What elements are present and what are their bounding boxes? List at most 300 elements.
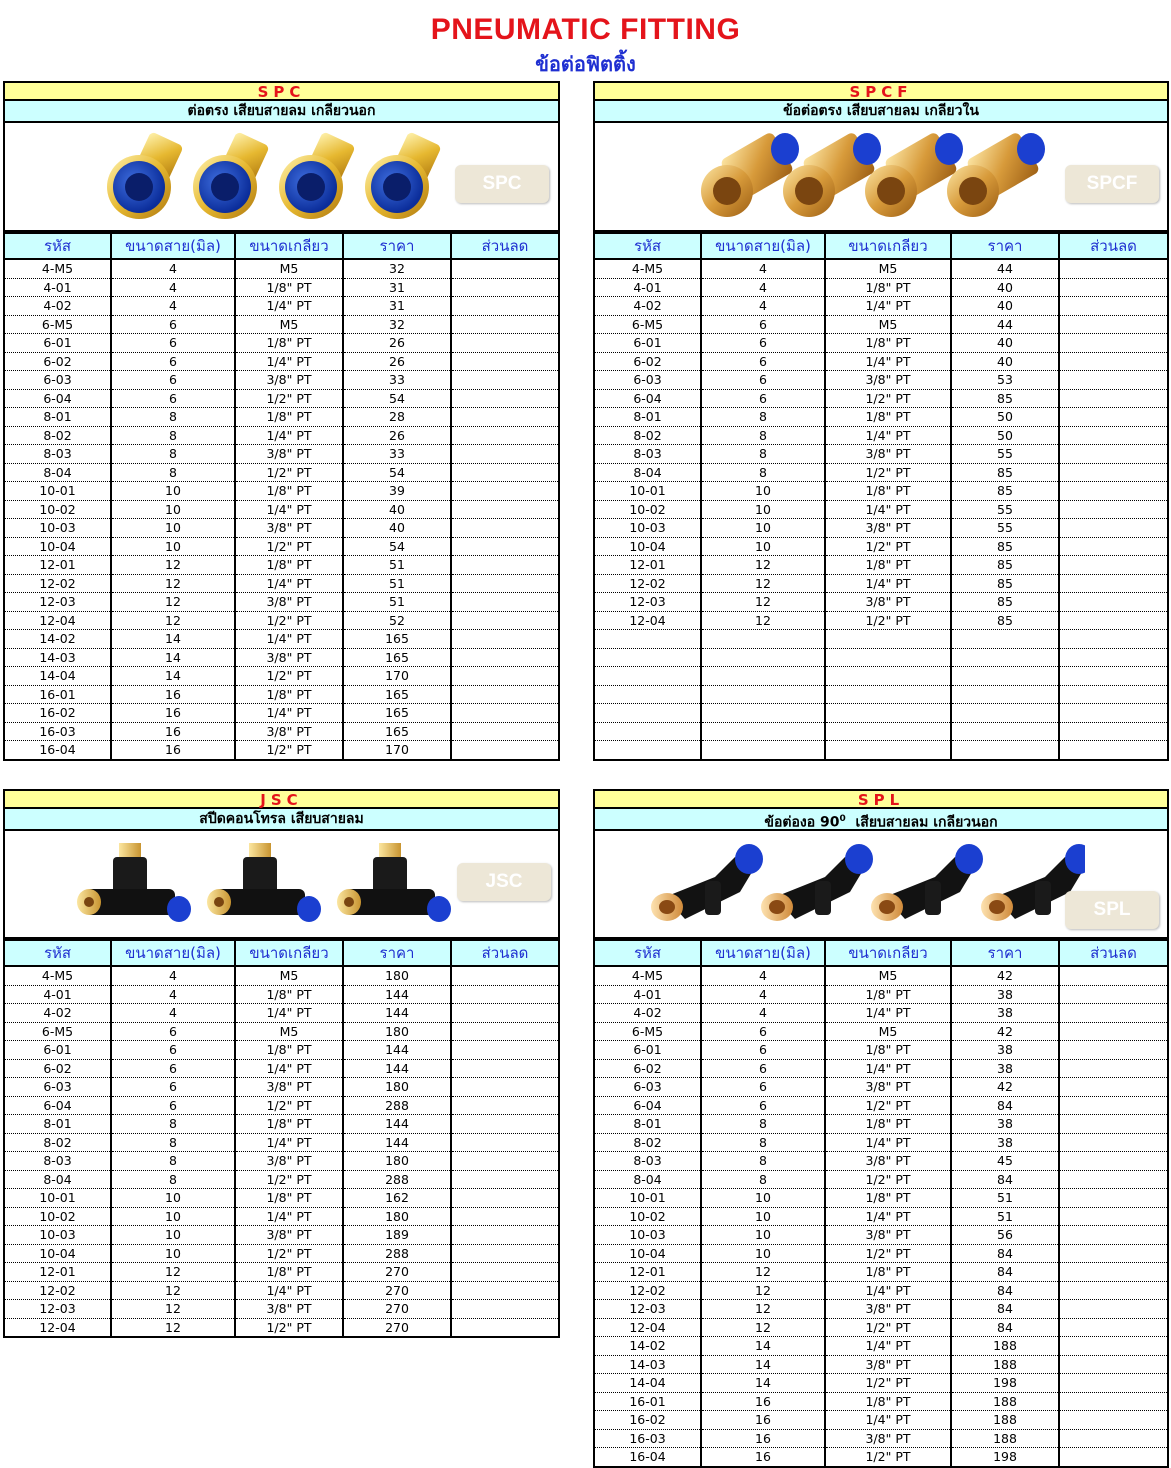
cell-discount bbox=[1059, 1115, 1168, 1134]
cell-thread: 1/2" PT bbox=[235, 741, 343, 760]
cell-code: 8-01 bbox=[4, 408, 111, 427]
cell-discount bbox=[1059, 1004, 1168, 1023]
cell-price bbox=[951, 648, 1059, 667]
cell-price: 28 bbox=[343, 408, 451, 427]
cell-discount bbox=[1059, 1207, 1168, 1226]
cell-thread: 3/8" PT bbox=[825, 593, 951, 612]
cell-thread: 1/2" PT bbox=[235, 1318, 343, 1337]
cell-discount bbox=[1059, 1244, 1168, 1263]
section-code: SPL bbox=[593, 789, 1169, 809]
cell-thread: 3/8" PT bbox=[825, 1152, 951, 1171]
cell-hose-size: 8 bbox=[701, 463, 825, 482]
cell-code: 8-04 bbox=[4, 463, 111, 482]
cell-hose-size: 6 bbox=[701, 334, 825, 353]
cell-price: 85 bbox=[951, 463, 1059, 482]
cell-price: 84 bbox=[951, 1300, 1059, 1319]
cell-price: 288 bbox=[343, 1170, 451, 1189]
cell-price: 144 bbox=[343, 1004, 451, 1023]
cell-discount bbox=[1059, 966, 1168, 985]
cell-code: 4-01 bbox=[4, 985, 111, 1004]
cell-price: 84 bbox=[951, 1263, 1059, 1282]
cell-thread: 1/2" PT bbox=[235, 389, 343, 408]
table-row bbox=[594, 611, 1168, 630]
cell-price bbox=[951, 685, 1059, 704]
cell-code: 4-02 bbox=[4, 297, 111, 316]
cell-discount bbox=[1059, 1355, 1168, 1374]
table-row bbox=[4, 741, 559, 760]
cell-hose-size: 10 bbox=[701, 482, 825, 501]
cell-discount bbox=[1059, 352, 1168, 371]
cell-discount bbox=[1059, 1411, 1168, 1430]
cell-thread bbox=[825, 685, 951, 704]
table-row bbox=[594, 630, 1168, 649]
cell-price: 189 bbox=[343, 1226, 451, 1245]
cell-code: 12-04 bbox=[594, 1318, 701, 1337]
cell-thread: M5 bbox=[825, 966, 951, 985]
cell-price: 31 bbox=[343, 297, 451, 316]
cell-thread: 1/2" PT bbox=[825, 611, 951, 630]
cell-code: 4-02 bbox=[594, 297, 701, 316]
cell-hose-size: 12 bbox=[701, 556, 825, 575]
table-row bbox=[594, 1078, 1168, 1097]
cell-thread: 1/4" PT bbox=[825, 1059, 951, 1078]
cell-hose-size: 8 bbox=[701, 1152, 825, 1171]
cell-code: 16-01 bbox=[594, 1392, 701, 1411]
cell-hose-size: 8 bbox=[111, 426, 235, 445]
cell-thread: 3/8" PT bbox=[825, 1300, 951, 1319]
cell-code: 10-02 bbox=[4, 1207, 111, 1226]
table-row bbox=[4, 685, 559, 704]
cell-hose-size: 8 bbox=[111, 1152, 235, 1171]
table-row bbox=[4, 722, 559, 741]
col-header-price: ราคา bbox=[343, 233, 451, 259]
table-row bbox=[594, 1337, 1168, 1356]
cell-thread: 1/2" PT bbox=[235, 463, 343, 482]
cell-price bbox=[951, 667, 1059, 686]
cell-discount bbox=[1059, 556, 1168, 575]
table-row bbox=[594, 537, 1168, 556]
cell-price: 144 bbox=[343, 1059, 451, 1078]
cell-price: 51 bbox=[951, 1189, 1059, 1208]
cell-hose-size: 16 bbox=[111, 685, 235, 704]
cell-hose-size: 4 bbox=[111, 966, 235, 985]
cell-hose-size: 14 bbox=[111, 667, 235, 686]
cell-code: 12-01 bbox=[594, 556, 701, 575]
cell-hose-size: 4 bbox=[111, 1004, 235, 1023]
cell-hose-size: 8 bbox=[701, 1133, 825, 1152]
cell-discount bbox=[451, 1059, 559, 1078]
cell-discount bbox=[1059, 574, 1168, 593]
cell-thread: 3/8" PT bbox=[235, 648, 343, 667]
price-table bbox=[593, 939, 1169, 1468]
cell-price: 170 bbox=[343, 667, 451, 686]
cell-discount bbox=[451, 1318, 559, 1337]
cell-price: 42 bbox=[951, 1022, 1059, 1041]
cell-hose-size: 6 bbox=[111, 389, 235, 408]
cell-thread: 1/8" PT bbox=[825, 1189, 951, 1208]
cell-price: 38 bbox=[951, 1041, 1059, 1060]
cell-price: 270 bbox=[343, 1300, 451, 1319]
cell-price: 38 bbox=[951, 985, 1059, 1004]
cell-code: 10-04 bbox=[4, 537, 111, 556]
cell-hose-size: 6 bbox=[701, 1059, 825, 1078]
cell-code: 12-03 bbox=[4, 593, 111, 612]
table-row bbox=[4, 1318, 559, 1337]
cell-code: 6-03 bbox=[594, 1078, 701, 1097]
cell-discount bbox=[451, 352, 559, 371]
cell-thread: 1/4" PT bbox=[825, 574, 951, 593]
cell-discount bbox=[451, 537, 559, 556]
cell-price: 84 bbox=[951, 1096, 1059, 1115]
cell-thread: 1/4" PT bbox=[825, 297, 951, 316]
cell-code: 10-04 bbox=[594, 537, 701, 556]
cell-discount bbox=[451, 722, 559, 741]
section-spl bbox=[593, 789, 1169, 1468]
cell-hose-size: 4 bbox=[111, 259, 235, 278]
cell-hose-size: 4 bbox=[701, 985, 825, 1004]
cell-hose-size: 6 bbox=[701, 1096, 825, 1115]
cell-hose-size: 4 bbox=[111, 985, 235, 1004]
cell-hose-size: 12 bbox=[111, 1263, 235, 1282]
table-row bbox=[594, 1170, 1168, 1189]
cell-code: 8-04 bbox=[594, 463, 701, 482]
cell-code: 8-03 bbox=[4, 1152, 111, 1171]
col-header-code: รหัส bbox=[594, 940, 701, 966]
section-code: SPC bbox=[3, 81, 560, 101]
page-subtitle: ข้อต่อฟิตติ้ง bbox=[535, 52, 636, 76]
cell-price: 52 bbox=[343, 611, 451, 630]
table-row bbox=[4, 1152, 559, 1171]
cell-hose-size: 4 bbox=[701, 1004, 825, 1023]
cell-thread: 1/2" PT bbox=[235, 1244, 343, 1263]
cell-hose-size: 16 bbox=[111, 722, 235, 741]
table-row bbox=[594, 371, 1168, 390]
cell-hose-size: 8 bbox=[701, 426, 825, 445]
cell-discount bbox=[1059, 537, 1168, 556]
table-row bbox=[594, 334, 1168, 353]
cell-code: 16-03 bbox=[594, 1429, 701, 1448]
cell-hose-size: 8 bbox=[701, 1170, 825, 1189]
cell-hose-size bbox=[701, 648, 825, 667]
cell-price: 85 bbox=[951, 537, 1059, 556]
cell-thread: 1/4" PT bbox=[235, 574, 343, 593]
cell-price bbox=[951, 704, 1059, 723]
cell-hose-size: 12 bbox=[701, 593, 825, 612]
table-row bbox=[594, 1059, 1168, 1078]
cell-code: 6-02 bbox=[594, 1059, 701, 1078]
table-row bbox=[4, 1022, 559, 1041]
cell-price: 84 bbox=[951, 1318, 1059, 1337]
cell-thread: 1/4" PT bbox=[235, 704, 343, 723]
cell-price: 162 bbox=[343, 1189, 451, 1208]
cell-discount bbox=[451, 1263, 559, 1282]
cell-price: 165 bbox=[343, 630, 451, 649]
cell-code: 10-03 bbox=[4, 519, 111, 538]
cell-thread: 1/4" PT bbox=[825, 1281, 951, 1300]
cell-price: 38 bbox=[951, 1004, 1059, 1023]
cell-discount bbox=[451, 259, 559, 278]
cell-hose-size: 12 bbox=[111, 1300, 235, 1319]
product-badge: SPC bbox=[455, 165, 549, 203]
table-row bbox=[594, 352, 1168, 371]
cell-price: 42 bbox=[951, 966, 1059, 985]
cell-thread: 1/4" PT bbox=[235, 1004, 343, 1023]
col-header-code: รหัส bbox=[594, 233, 701, 259]
cell-price: 165 bbox=[343, 648, 451, 667]
cell-hose-size: 8 bbox=[111, 1133, 235, 1152]
cell-code: 12-01 bbox=[4, 1263, 111, 1282]
cell-discount bbox=[451, 1115, 559, 1134]
cell-hose-size: 16 bbox=[111, 704, 235, 723]
cell-discount bbox=[451, 389, 559, 408]
cell-discount bbox=[1059, 1300, 1168, 1319]
cell-thread: 1/8" PT bbox=[235, 482, 343, 501]
cell-hose-size: 4 bbox=[701, 297, 825, 316]
cell-thread: 3/8" PT bbox=[825, 445, 951, 464]
cell-hose-size: 12 bbox=[111, 556, 235, 575]
cell-code: 8-03 bbox=[594, 1152, 701, 1171]
cell-hose-size: 12 bbox=[111, 574, 235, 593]
product-badge: SPCF bbox=[1065, 165, 1159, 203]
cell-discount bbox=[451, 611, 559, 630]
cell-code: 14-03 bbox=[4, 648, 111, 667]
degree-superscript: 0 bbox=[839, 814, 846, 824]
section-jsc bbox=[3, 789, 560, 1338]
cell-thread: 1/2" PT bbox=[825, 1244, 951, 1263]
col-header-price: ราคา bbox=[951, 233, 1059, 259]
section-code: JSC bbox=[3, 789, 560, 809]
cell-discount bbox=[1059, 1041, 1168, 1060]
table-row bbox=[594, 1115, 1168, 1134]
cell-code bbox=[594, 648, 701, 667]
cell-hose-size: 4 bbox=[111, 297, 235, 316]
cell-price: 85 bbox=[951, 389, 1059, 408]
cell-thread: 1/4" PT bbox=[235, 1281, 343, 1300]
cell-hose-size: 10 bbox=[701, 1189, 825, 1208]
cell-discount bbox=[451, 1207, 559, 1226]
table-row bbox=[4, 500, 559, 519]
table-row bbox=[594, 1263, 1168, 1282]
cell-discount bbox=[1059, 1448, 1168, 1467]
cell-hose-size: 8 bbox=[111, 463, 235, 482]
cell-discount bbox=[451, 574, 559, 593]
cell-thread bbox=[825, 648, 951, 667]
cell-code: 8-04 bbox=[594, 1170, 701, 1189]
cell-price: 188 bbox=[951, 1411, 1059, 1430]
cell-discount bbox=[1059, 630, 1168, 649]
cell-code: 12-01 bbox=[594, 1263, 701, 1282]
table-row bbox=[594, 574, 1168, 593]
col-header-thread: ขนาดเกลียว bbox=[235, 233, 343, 259]
table-row bbox=[4, 426, 559, 445]
cell-hose-size: 8 bbox=[111, 1170, 235, 1189]
cell-discount bbox=[1059, 408, 1168, 427]
price-table bbox=[3, 939, 560, 1338]
cell-thread: 1/4" PT bbox=[825, 1133, 951, 1152]
cell-code: 16-04 bbox=[594, 1448, 701, 1467]
table-row bbox=[594, 1392, 1168, 1411]
cell-thread: 1/8" PT bbox=[825, 408, 951, 427]
table-row bbox=[594, 463, 1168, 482]
cell-price: 188 bbox=[951, 1392, 1059, 1411]
cell-hose-size: 4 bbox=[701, 259, 825, 278]
cell-price: 55 bbox=[951, 519, 1059, 538]
cell-code: 6-04 bbox=[4, 389, 111, 408]
cell-price: 51 bbox=[951, 1207, 1059, 1226]
cell-hose-size: 14 bbox=[701, 1355, 825, 1374]
cell-hose-size: 10 bbox=[701, 537, 825, 556]
cell-discount bbox=[451, 500, 559, 519]
cell-hose-size: 14 bbox=[111, 648, 235, 667]
cell-discount bbox=[1059, 1337, 1168, 1356]
cell-code: 6-M5 bbox=[594, 1022, 701, 1041]
cell-discount bbox=[1059, 1170, 1168, 1189]
table-row bbox=[4, 1133, 559, 1152]
cell-discount bbox=[1059, 1392, 1168, 1411]
cell-code: 14-02 bbox=[4, 630, 111, 649]
cell-hose-size: 10 bbox=[701, 519, 825, 538]
col-header-discount: ส่วนลด bbox=[1059, 940, 1168, 966]
cell-hose-size: 8 bbox=[701, 408, 825, 427]
cell-price: 33 bbox=[343, 445, 451, 464]
cell-code: 6-01 bbox=[594, 334, 701, 353]
cell-price: 26 bbox=[343, 352, 451, 371]
table-row bbox=[594, 389, 1168, 408]
cell-code bbox=[594, 722, 701, 741]
cell-thread: 3/8" PT bbox=[825, 1429, 951, 1448]
cell-code: 14-04 bbox=[594, 1374, 701, 1393]
cell-hose-size: 10 bbox=[111, 519, 235, 538]
cell-discount bbox=[1059, 611, 1168, 630]
cell-code: 14-03 bbox=[594, 1355, 701, 1374]
cell-discount bbox=[1059, 1226, 1168, 1245]
cell-discount bbox=[1059, 985, 1168, 1004]
table-row bbox=[594, 1189, 1168, 1208]
cell-price: 55 bbox=[951, 445, 1059, 464]
cell-hose-size: 8 bbox=[111, 445, 235, 464]
cell-hose-size: 10 bbox=[111, 1244, 235, 1263]
page-title: PNEUMATIC FITTING bbox=[430, 13, 741, 46]
cell-price: 198 bbox=[951, 1448, 1059, 1467]
col-header-code: รหัส bbox=[4, 233, 111, 259]
cell-price: 40 bbox=[951, 278, 1059, 297]
col-header-thread: ขนาดเกลียว bbox=[825, 233, 951, 259]
cell-price: 38 bbox=[951, 1133, 1059, 1152]
cell-discount bbox=[451, 704, 559, 723]
cell-hose-size: 10 bbox=[111, 1189, 235, 1208]
cell-discount bbox=[1059, 519, 1168, 538]
cell-price: 85 bbox=[951, 482, 1059, 501]
cell-thread: 1/2" PT bbox=[825, 463, 951, 482]
col-header-discount: ส่วนลด bbox=[1059, 233, 1168, 259]
table-row bbox=[594, 1281, 1168, 1300]
cell-thread: 3/8" PT bbox=[235, 1152, 343, 1171]
cell-code: 6-01 bbox=[4, 334, 111, 353]
table-row bbox=[594, 1207, 1168, 1226]
cell-price: 144 bbox=[343, 985, 451, 1004]
col-header-hose-size: ขนาดสาย(มิล) bbox=[111, 233, 235, 259]
cell-discount bbox=[451, 556, 559, 575]
cell-hose-size: 10 bbox=[111, 482, 235, 501]
cell-discount bbox=[451, 426, 559, 445]
cell-hose-size: 16 bbox=[701, 1392, 825, 1411]
table-row bbox=[4, 445, 559, 464]
cell-hose-size: 10 bbox=[111, 1226, 235, 1245]
cell-discount bbox=[1059, 297, 1168, 316]
cell-code: 12-01 bbox=[4, 556, 111, 575]
cell-price bbox=[951, 630, 1059, 649]
cell-hose-size: 6 bbox=[111, 1059, 235, 1078]
table-row bbox=[4, 648, 559, 667]
table-row bbox=[4, 259, 559, 278]
cell-thread: 1/8" PT bbox=[825, 1115, 951, 1134]
cell-code: 10-03 bbox=[594, 519, 701, 538]
cell-discount bbox=[451, 1133, 559, 1152]
cell-discount bbox=[451, 1189, 559, 1208]
cell-thread: 1/4" PT bbox=[235, 500, 343, 519]
cell-code: 12-02 bbox=[594, 1281, 701, 1300]
col-header-thread: ขนาดเกลียว bbox=[825, 940, 951, 966]
cell-thread: 1/4" PT bbox=[235, 1207, 343, 1226]
cell-code: 6-M5 bbox=[4, 315, 111, 334]
table-row bbox=[594, 1448, 1168, 1467]
table-row bbox=[594, 1152, 1168, 1171]
cell-price: 31 bbox=[343, 278, 451, 297]
cell-hose-size: 16 bbox=[701, 1448, 825, 1467]
table-row bbox=[594, 445, 1168, 464]
price-table bbox=[593, 232, 1169, 761]
cell-discount bbox=[1059, 1189, 1168, 1208]
table-row bbox=[4, 1226, 559, 1245]
cell-thread: 1/8" PT bbox=[825, 278, 951, 297]
cell-price: 33 bbox=[343, 371, 451, 390]
cell-code bbox=[594, 741, 701, 760]
table-row bbox=[4, 537, 559, 556]
cell-thread: 1/2" PT bbox=[235, 537, 343, 556]
cell-discount bbox=[451, 463, 559, 482]
description-suffix: เสียบสายลม เกลียวนอก bbox=[845, 814, 998, 831]
cell-discount bbox=[451, 648, 559, 667]
cell-code: 12-04 bbox=[4, 1318, 111, 1337]
cell-code: 10-03 bbox=[594, 1226, 701, 1245]
cell-code: 6-01 bbox=[594, 1041, 701, 1060]
table-row bbox=[4, 704, 559, 723]
table-row bbox=[4, 408, 559, 427]
cell-code: 8-01 bbox=[594, 1115, 701, 1134]
cell-code: 6-02 bbox=[4, 1059, 111, 1078]
col-header-thread: ขนาดเกลียว bbox=[235, 940, 343, 966]
cell-discount bbox=[451, 1096, 559, 1115]
section-spc bbox=[3, 81, 560, 761]
cell-hose-size: 10 bbox=[111, 500, 235, 519]
cell-discount bbox=[451, 1152, 559, 1171]
cell-hose-size: 10 bbox=[701, 1244, 825, 1263]
cell-discount bbox=[1059, 1374, 1168, 1393]
cell-code: 8-04 bbox=[4, 1170, 111, 1189]
cell-thread: 3/8" PT bbox=[235, 1226, 343, 1245]
cell-hose-size: 16 bbox=[111, 741, 235, 760]
cell-price: 288 bbox=[343, 1244, 451, 1263]
cell-discount bbox=[1059, 685, 1168, 704]
cell-code bbox=[594, 685, 701, 704]
cell-discount bbox=[1059, 445, 1168, 464]
table-row bbox=[4, 1096, 559, 1115]
cell-discount bbox=[1059, 315, 1168, 334]
table-row bbox=[4, 1281, 559, 1300]
cell-thread: 1/8" PT bbox=[825, 334, 951, 353]
cell-price: 45 bbox=[951, 1152, 1059, 1171]
cell-discount bbox=[451, 371, 559, 390]
